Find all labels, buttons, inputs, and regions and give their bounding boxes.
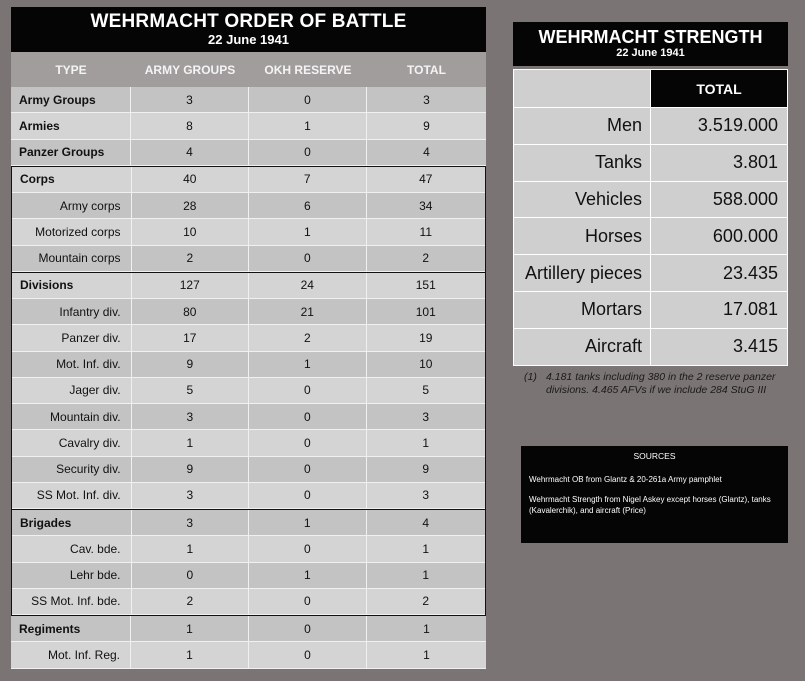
section-divisions bbox=[11, 273, 486, 510]
row-army-groups: 127 bbox=[132, 273, 250, 299]
row-type: Regiments bbox=[11, 616, 131, 642]
table-row bbox=[11, 616, 486, 642]
row-total: 5 bbox=[367, 378, 485, 404]
table-row bbox=[12, 246, 485, 272]
row-okh-reserve: 6 bbox=[249, 193, 367, 219]
row-army-groups: 5 bbox=[132, 378, 250, 404]
footnote-marker: (1) bbox=[524, 371, 537, 383]
table-row bbox=[12, 167, 485, 193]
row-total: 1 bbox=[367, 536, 485, 562]
strength-label: Horses bbox=[514, 218, 651, 254]
order-of-battle-table bbox=[11, 7, 486, 669]
row-okh-reserve: 7 bbox=[249, 167, 367, 193]
row-type: Lehr bde. bbox=[12, 563, 132, 589]
strength-label: Vehicles bbox=[514, 182, 651, 218]
strength-label: Mortars bbox=[514, 292, 651, 328]
row-type: Mountain corps bbox=[12, 246, 132, 272]
strength-row bbox=[514, 107, 787, 144]
table-row bbox=[12, 536, 485, 562]
row-army-groups: 2 bbox=[132, 246, 250, 272]
table-row bbox=[12, 563, 485, 589]
table-row bbox=[12, 483, 485, 509]
strength-row bbox=[514, 217, 787, 254]
sources-heading: SOURCES bbox=[633, 451, 676, 461]
row-okh-reserve: 0 bbox=[249, 140, 367, 166]
row-type: Divisions bbox=[12, 273, 132, 299]
row-total: 10 bbox=[367, 352, 485, 378]
row-total: 151 bbox=[367, 273, 485, 299]
row-total: 47 bbox=[367, 167, 485, 193]
table-row bbox=[12, 510, 485, 536]
oob-title: WEHRMACHT ORDER OF BATTLE bbox=[90, 11, 407, 32]
row-army-groups: 9 bbox=[132, 352, 250, 378]
row-okh-reserve: 1 bbox=[249, 510, 367, 536]
col-header-total: TOTAL bbox=[407, 62, 446, 77]
col-header-type: TYPE bbox=[55, 62, 87, 77]
row-okh-reserve: 0 bbox=[249, 536, 367, 562]
row-okh-reserve: 1 bbox=[249, 219, 367, 245]
row-type: Army corps bbox=[12, 193, 132, 219]
row-type: Jager div. bbox=[12, 378, 132, 404]
row-okh-reserve: 21 bbox=[249, 299, 367, 325]
table-row bbox=[11, 642, 486, 668]
row-total: 1 bbox=[367, 430, 485, 456]
row-type: Panzer div. bbox=[12, 325, 132, 351]
row-type: Armies bbox=[11, 113, 131, 139]
col-header-okh-reserve: OKH RESERVE bbox=[264, 62, 352, 77]
row-okh-reserve: 0 bbox=[249, 430, 367, 456]
table-row bbox=[11, 87, 486, 113]
row-type: Mot. Inf. div. bbox=[12, 352, 132, 378]
table-row bbox=[12, 404, 485, 430]
strength-row bbox=[514, 254, 787, 291]
row-army-groups: 0 bbox=[132, 563, 250, 589]
table-row bbox=[12, 219, 485, 245]
row-total: 2 bbox=[367, 246, 485, 272]
row-army-groups: 40 bbox=[132, 167, 250, 193]
strength-header bbox=[513, 22, 788, 66]
sources-box bbox=[521, 446, 788, 543]
section-brigades bbox=[11, 510, 486, 616]
section-regiments bbox=[11, 616, 486, 669]
section-top bbox=[11, 87, 486, 166]
table-row bbox=[12, 193, 485, 219]
table-row bbox=[12, 589, 485, 615]
footnote bbox=[520, 371, 790, 397]
col-header-total: TOTAL bbox=[651, 70, 787, 107]
strength-value: 17.081 bbox=[722, 299, 778, 320]
strength-row bbox=[514, 144, 787, 181]
row-type: Panzer Groups bbox=[11, 140, 131, 166]
row-type: Army Groups bbox=[11, 87, 131, 113]
row-okh-reserve: 0 bbox=[249, 378, 367, 404]
row-army-groups: 1 bbox=[131, 642, 249, 668]
row-type: Mot. Inf. Reg. bbox=[11, 642, 131, 668]
row-total: 1 bbox=[367, 563, 485, 589]
row-army-groups: 3 bbox=[132, 510, 250, 536]
row-okh-reserve: 0 bbox=[249, 87, 367, 113]
row-type: Cav. bde. bbox=[12, 536, 132, 562]
row-total: 4 bbox=[367, 510, 485, 536]
row-total: 3 bbox=[367, 483, 485, 509]
strength-value: 600.000 bbox=[712, 225, 778, 246]
row-total: 1 bbox=[367, 642, 486, 668]
row-army-groups: 3 bbox=[132, 483, 250, 509]
row-type: Motorized corps bbox=[12, 219, 132, 245]
row-army-groups: 3 bbox=[131, 87, 249, 113]
source-line: Wehrmacht OB from Glantz & 20-261a Army pamphlet bbox=[529, 475, 722, 484]
section-corps bbox=[11, 166, 486, 273]
row-okh-reserve: 0 bbox=[249, 616, 367, 642]
row-total: 19 bbox=[367, 325, 485, 351]
row-army-groups: 1 bbox=[132, 536, 250, 562]
row-total: 4 bbox=[367, 140, 486, 166]
row-type: Mountain div. bbox=[12, 404, 132, 430]
row-army-groups: 1 bbox=[131, 616, 249, 642]
row-okh-reserve: 0 bbox=[249, 589, 367, 615]
row-army-groups: 3 bbox=[132, 404, 250, 430]
row-army-groups: 4 bbox=[131, 140, 249, 166]
row-army-groups: 2 bbox=[132, 589, 250, 615]
footnote-text: 4.181 tanks including 380 in the 2 reserve panzer divisions. 4.465 AFVs if we include 284 StuG III bbox=[546, 371, 776, 396]
strength-table-header bbox=[514, 70, 787, 107]
row-total: 3 bbox=[367, 404, 485, 430]
row-army-groups: 1 bbox=[132, 430, 250, 456]
row-okh-reserve: 1 bbox=[249, 563, 367, 589]
row-okh-reserve: 0 bbox=[249, 246, 367, 272]
row-type: Brigades bbox=[12, 510, 132, 536]
strength-label: Artillery pieces bbox=[514, 255, 651, 291]
row-army-groups: 9 bbox=[132, 457, 250, 483]
row-okh-reserve: 24 bbox=[249, 273, 367, 299]
row-army-groups: 28 bbox=[132, 193, 250, 219]
strength-title: WEHRMACHT STRENGTH bbox=[538, 27, 763, 47]
table-row bbox=[12, 430, 485, 456]
oob-header bbox=[11, 7, 486, 52]
strength-row bbox=[514, 291, 787, 328]
row-type: SS Mot. Inf. bde. bbox=[12, 589, 132, 615]
row-army-groups: 8 bbox=[131, 113, 249, 139]
row-army-groups: 80 bbox=[132, 299, 250, 325]
strength-label: Men bbox=[514, 108, 651, 144]
strength-value: 23.435 bbox=[722, 262, 778, 283]
row-okh-reserve: 2 bbox=[249, 325, 367, 351]
strength-date: 22 June 1941 bbox=[616, 47, 685, 59]
strength-value: 3.801 bbox=[732, 152, 778, 173]
row-okh-reserve: 0 bbox=[249, 642, 367, 668]
row-type: Security div. bbox=[12, 457, 132, 483]
col-header-army-groups: ARMY GROUPS bbox=[144, 62, 236, 77]
row-total: 9 bbox=[367, 457, 485, 483]
oob-date: 22 June 1941 bbox=[208, 32, 289, 47]
row-okh-reserve: 1 bbox=[249, 113, 367, 139]
strength-label: Tanks bbox=[514, 145, 651, 181]
table-row bbox=[11, 140, 486, 166]
strength-label: Aircraft bbox=[514, 329, 651, 365]
row-army-groups: 10 bbox=[132, 219, 250, 245]
row-okh-reserve: 1 bbox=[249, 352, 367, 378]
row-type: Infantry div. bbox=[12, 299, 132, 325]
table-row bbox=[11, 113, 486, 139]
table-row bbox=[12, 273, 485, 299]
header-blank-cell bbox=[514, 70, 651, 107]
row-total: 11 bbox=[367, 219, 485, 245]
strength-table bbox=[513, 69, 788, 366]
source-line: Wehrmacht Strength from Nigel Askey except horses (Glantz), tanks (Kavalerchik), and aircraft (Price) bbox=[529, 495, 771, 515]
row-type: Cavalry div. bbox=[12, 430, 132, 456]
table-row bbox=[12, 457, 485, 483]
row-total: 1 bbox=[367, 616, 486, 642]
row-total: 101 bbox=[367, 299, 485, 325]
oob-column-headers bbox=[11, 52, 486, 87]
strength-row bbox=[514, 328, 787, 365]
row-okh-reserve: 0 bbox=[249, 483, 367, 509]
row-type: Corps bbox=[12, 167, 132, 193]
row-total: 3 bbox=[367, 87, 486, 113]
row-army-groups: 17 bbox=[132, 325, 250, 351]
row-type: SS Mot. Inf. div. bbox=[12, 483, 132, 509]
row-total: 9 bbox=[367, 113, 486, 139]
row-total: 2 bbox=[367, 589, 485, 615]
strength-value: 588.000 bbox=[712, 188, 778, 209]
row-okh-reserve: 0 bbox=[249, 404, 367, 430]
table-row bbox=[12, 325, 485, 351]
strength-value: 3.519.000 bbox=[697, 115, 778, 136]
row-total: 34 bbox=[367, 193, 485, 219]
row-okh-reserve: 0 bbox=[249, 457, 367, 483]
strength-value: 3.415 bbox=[732, 336, 778, 357]
table-row bbox=[12, 378, 485, 404]
table-row bbox=[12, 299, 485, 325]
table-row bbox=[12, 352, 485, 378]
strength-row bbox=[514, 181, 787, 218]
